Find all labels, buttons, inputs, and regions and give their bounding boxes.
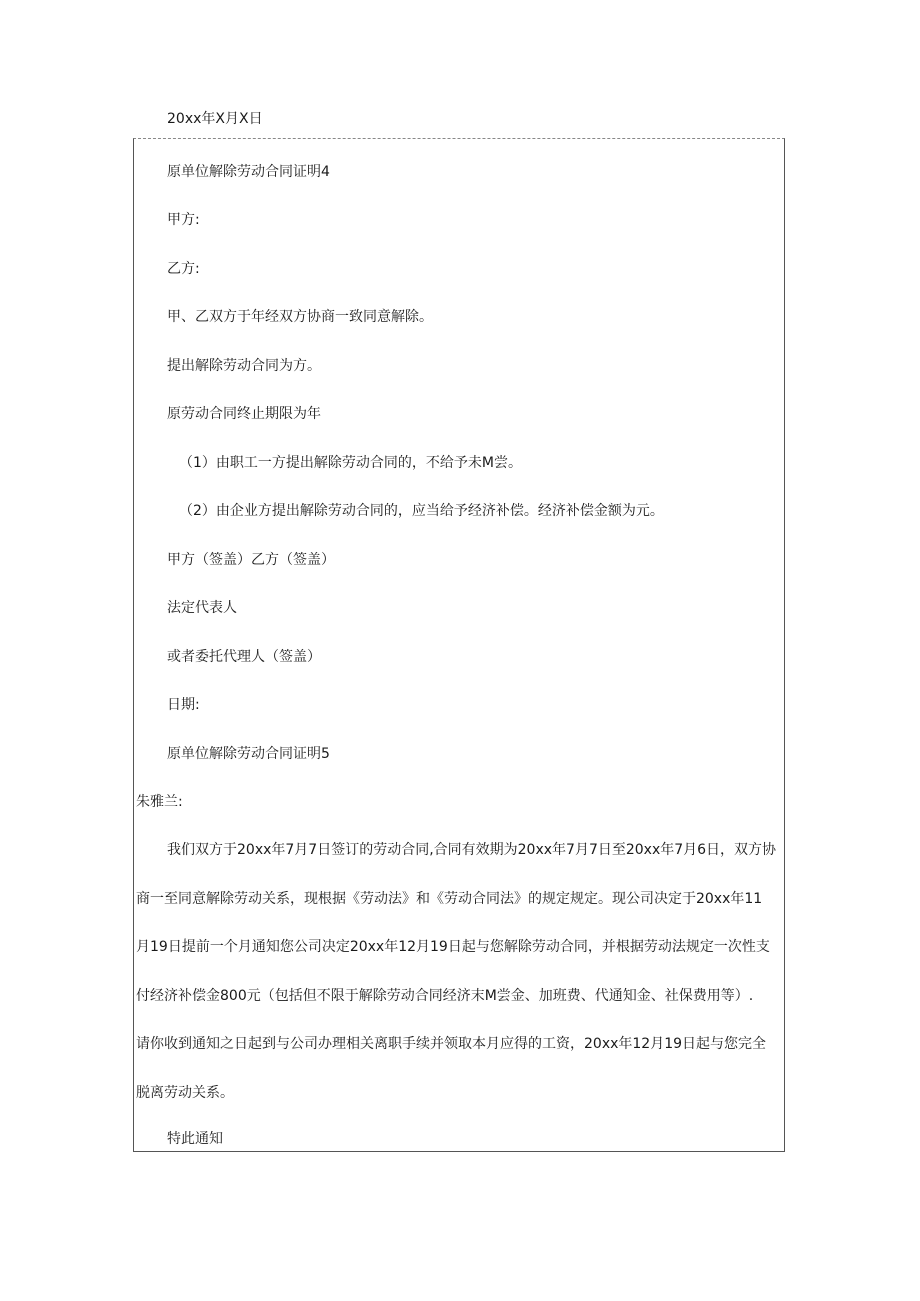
doc5-addressee: 朱雅兰: (136, 794, 183, 810)
doc4-proposer: 提出解除劳动合同为方。 (167, 358, 321, 374)
document-frame (133, 138, 785, 1152)
doc4-party-a: 甲方: (167, 212, 200, 228)
doc4-term: 原劳动合同终止期限为年 (167, 406, 321, 422)
doc4-agent: 或者委托代理人（签盖） (167, 649, 321, 665)
doc5-closing: 特此通知 (167, 1131, 223, 1147)
doc4-title: 原单位解除劳动合同证明4 (167, 164, 330, 180)
doc5-body-line: 请你收到通知之日起到与公司办理相关离职手续并领取本月应得的工资，20xx年12月19日起与您完全 (136, 1036, 767, 1052)
doc4-party-b: 乙方: (167, 261, 200, 277)
doc5-body-line: 商一至同意解除劳动关系，现根据《劳动法》和《劳动合同法》的规定规定。现公司决定于20xx年11 (136, 891, 763, 907)
doc4-legal-rep: 法定代表人 (167, 600, 237, 616)
doc5-title: 原单位解除劳动合同证明5 (167, 746, 330, 762)
doc4-agreement: 甲、乙双方于年经双方协商一致同意解除。 (167, 309, 433, 325)
doc5-body-line: 我们双方于20xx年7月7日签订的劳动合同,合同有效期为20xx年7月7日至20xx年7月6日，双方协 (167, 842, 777, 858)
doc4-item-2: （2）由企业方提出解除劳动合同的，应当给予经济补偿。经济补偿金额为元。 (179, 503, 664, 519)
header-date: 20xx年X月X日 (167, 111, 263, 127)
doc5-body-line: 付经济补偿金800元（包括但不限于解除劳动合同经济末M尝金、加班费、代通知金、社保费用等）. (136, 988, 754, 1004)
doc4-item-1: （1）由职工一方提出解除劳动合同的，不给予未M尝。 (179, 455, 522, 471)
doc5-body-line: 脱离劳动关系。 (136, 1085, 234, 1101)
doc4-signatures: 甲方（签盖）乙方（签盖） (167, 552, 335, 568)
doc4-date-label: 日期: (167, 697, 200, 713)
doc5-body-line: 月19日提前一个月通知您公司决定20xx年12月19日起与您解除劳动合同，并根据劳动法规定一次性支 (136, 939, 770, 955)
